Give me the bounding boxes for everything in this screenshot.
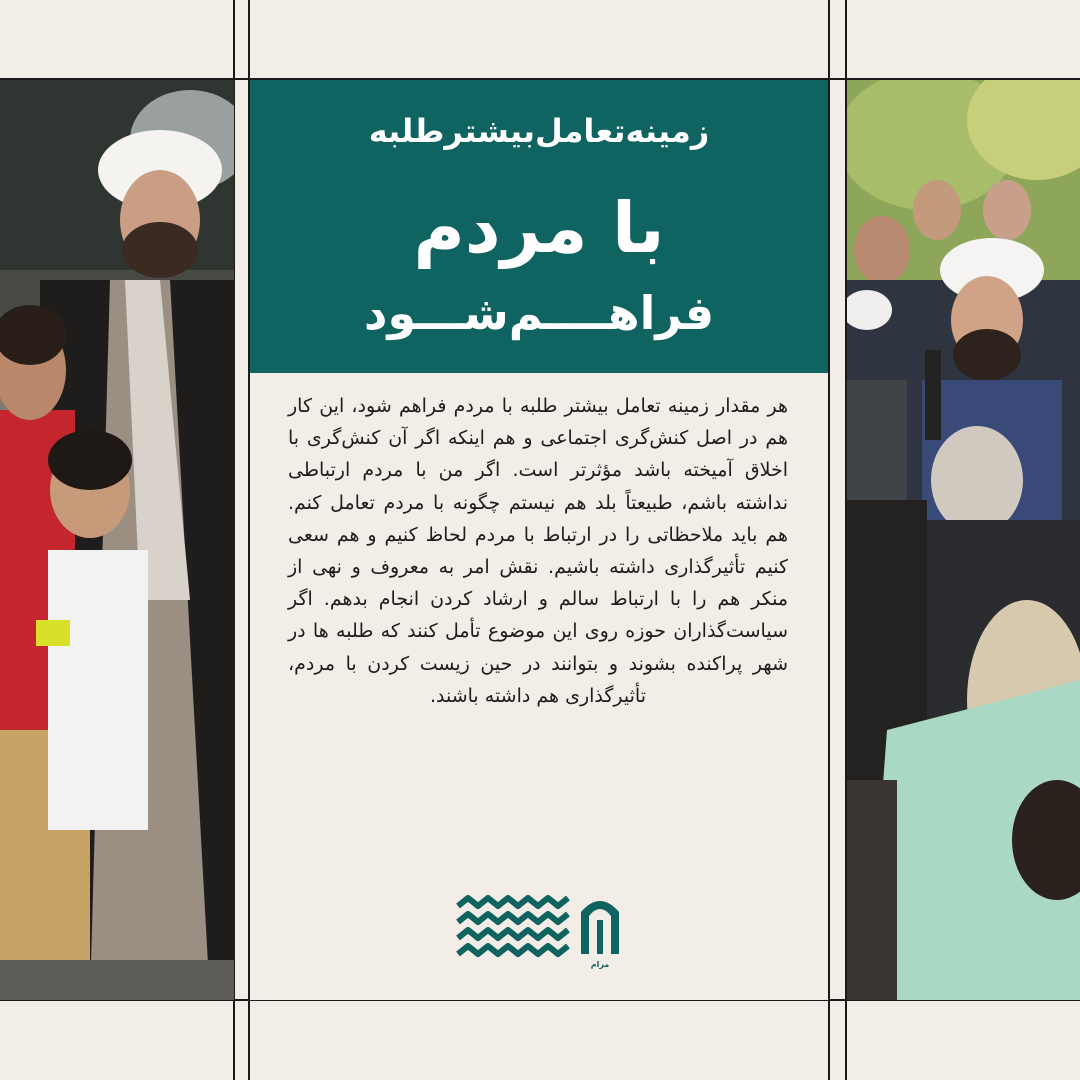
- logo-name: مرام: [590, 960, 610, 969]
- body-paragraph: هر مقدار زمینه تعامل بیشتر طلبه با مردم فراهم شود، این کار هم در اصل کنش‌گری اجتماعی و هم اینکه اگر آن کنش‌گری با اخلاق آمیخته باشد مؤثرتر است. اگر من با مردم ارتباطی نداشته باشم، طبیعتاً بلد هم نیستم چگونه با مردم تعامل کنم. هم باید ملاحظاتی را در ارتباط با مردم لحاظ کنیم و هم سعی کنیم تأثیرگذاری داشته باشیم. نقش امر به معروف و نهی از منکر هم را با ارتباط سالم و ارشاد کردن انجام بدهم. اگر سیاست‌گذاران حوزه روی این موضوع تأمل کنند که طلبه ها در شهر پراکنده بشوند و بتوانند در حین زیست کردن با مردم، تأثیرگذاری هم داشته باشند.: [288, 395, 788, 707]
- frame-line-v3: [828, 0, 830, 1080]
- headline-box: [250, 80, 828, 373]
- left-photo: [0, 80, 234, 1000]
- center-panel: [250, 80, 828, 1000]
- maram-logo-icon: [453, 892, 628, 972]
- right-photo: [847, 80, 1080, 1000]
- headline-line-2: با مردم: [413, 187, 665, 269]
- headline-line-3: فراهــــم‌شـــود: [363, 286, 715, 340]
- headline-line-1: زمینه‌تعامل‌بیشتر‌طلبه: [368, 112, 710, 150]
